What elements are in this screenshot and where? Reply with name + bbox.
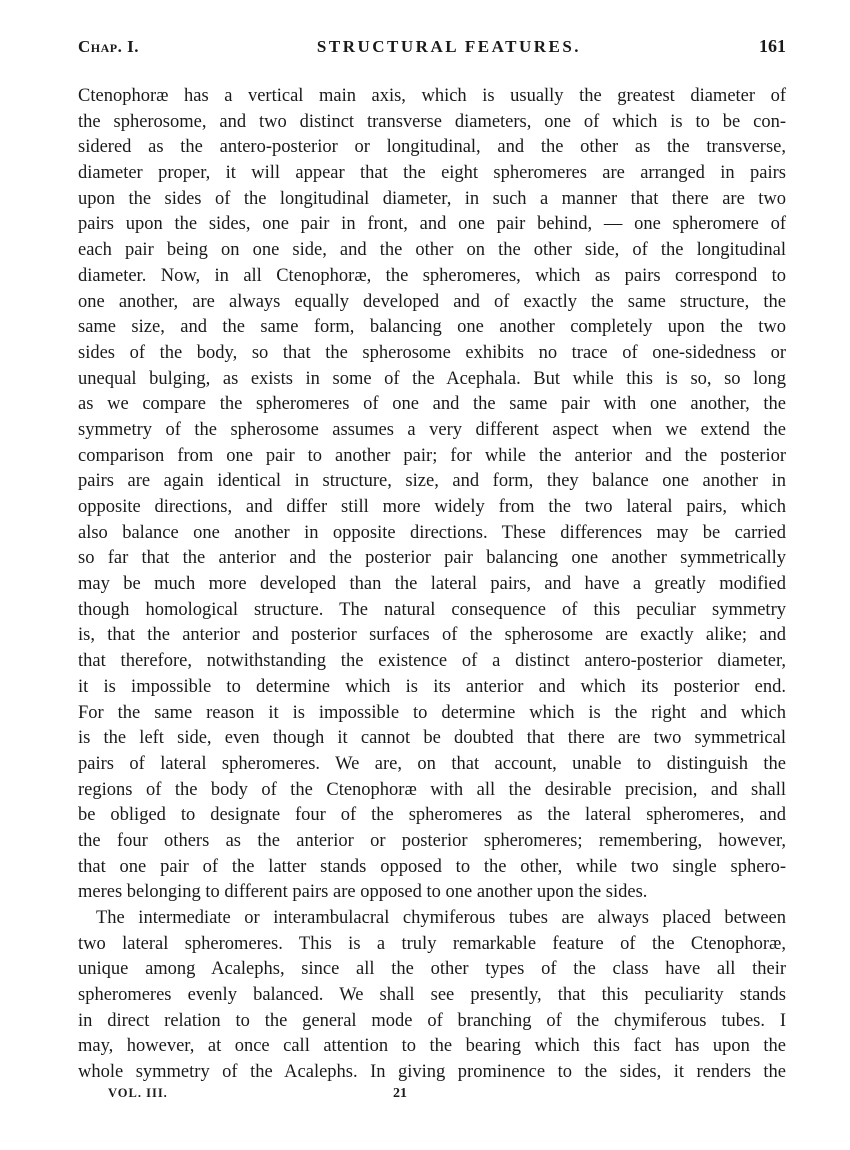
text-line: diameter proper, it will appear that the eight spheromeres are arranged in pairs: [78, 163, 786, 184]
text-line: spheromeres evenly balanced. We shall see presently, that this peculiarity stands: [78, 985, 786, 1006]
text-line: sidered as the antero-posterior or longitudinal, and the other as the transverse,: [78, 137, 786, 158]
text-line: unequal bulging, as exists in some of the Acephala. But while this is so, so long: [78, 368, 786, 389]
text-line: in direct relation to the general mode of branching of the chymiferous tubes. I: [78, 1010, 786, 1031]
body-text: [78, 84, 786, 1086]
text-line: the four others as the anterior or posterior spheromeres; remembering, however,: [78, 830, 786, 851]
text-line: as we compare the spheromeres of one and the same pair with one another, the: [78, 394, 786, 415]
text-line: meres belonging to different pairs are opposed to one another upon the sides.: [78, 882, 648, 903]
page-number: 161: [758, 36, 786, 56]
paragraph-2: [78, 906, 786, 1086]
chapter-label: Chap. I.: [78, 37, 139, 56]
text-line: upon the sides of the longitudinal diameter, in such a manner that there are two: [78, 188, 786, 209]
text-line: For the same reason it is impossible to determine which is the right and which: [78, 702, 786, 723]
text-line: opposite directions, and differ still more widely from the two lateral pairs, which: [78, 497, 786, 517]
paragraph-1: [78, 84, 786, 906]
running-head: [78, 36, 786, 66]
text-line: comparison from one pair to another pair; for while the anterior and the posterior: [78, 445, 786, 466]
text-line: may be much more developed than the lateral pairs, and have a greatly modified: [78, 574, 786, 595]
book-page: [78, 36, 786, 1086]
text-line: that therefore, notwithstanding the existence of a distinct antero-posterior diameter,: [78, 651, 786, 672]
text-line: be obliged to designate four of the spheromeres as the lateral spheromeres, and: [78, 805, 786, 826]
text-line: unique among Acalephs, since all the other types of the class have all their: [78, 959, 786, 980]
text-line: whole symmetry of the Acalephs. In giving prominence to the sides, it renders the: [78, 1062, 786, 1083]
text-line: one another, are always equally developed and of exactly the same structure, the: [78, 291, 786, 312]
text-line: it is impossible to determine which is its anterior and which its posterior end.: [78, 676, 786, 697]
text-line: pairs upon the sides, one pair in front, and one pair behind, — one spheromere of: [78, 214, 786, 235]
signature-mark: 21: [393, 1086, 407, 1101]
page-title: STRUCTURAL FEATURES.: [316, 37, 582, 56]
text-line: two lateral spheromeres. This is a truly remarkable feature of the Ctenophoræ,: [78, 933, 786, 954]
text-line: pairs of lateral spheromeres. We are, on that account, unable to distinguish the: [78, 753, 786, 774]
text-line: each pair being on one side, and the other on the other side, of the longitudinal: [78, 240, 786, 261]
text-line: is, that the anterior and posterior surfaces of the spherosome are exactly alike; and: [78, 625, 786, 646]
text-line: also balance one another in opposite directions. These differences may be carried: [78, 522, 786, 543]
text-line: the spherosome, and two distinct transverse diameters, one of which is to be con-: [78, 111, 786, 132]
text-line: Ctenophoræ has a vertical main axis, which is usually the greatest diameter of: [78, 86, 786, 106]
text-line: though homological structure. The natural consequence of this peculiar symmetry: [78, 599, 786, 620]
text-line: sides of the body, so that the spherosome exhibits no trace of one-sidedness or: [78, 342, 786, 363]
text-line: regions of the body of the Ctenophoræ with all the desirable precision, and shall: [78, 779, 786, 800]
text-line: is the left side, even though it cannot be doubted that there are two symmetrical: [78, 728, 786, 749]
volume-label: VOL. III.: [108, 1086, 168, 1100]
text-line: The intermediate or interambulacral chymiferous tubes are always placed between: [96, 908, 786, 928]
text-line: that one pair of the latter stands opposed to the other, while two single sphero-: [78, 856, 786, 877]
text-line: same size, and the same form, balancing one another completely upon the two: [78, 317, 786, 338]
text-line: diameter. Now, in all Ctenophoræ, the spheromeres, which as pairs correspond to: [78, 265, 786, 286]
text-line: may, however, at once call attention to the bearing which this fact has upon the: [78, 1036, 786, 1057]
text-line: pairs are again identical in structure, size, and form, they balance one another in: [78, 471, 786, 492]
text-line: so far that the anterior and the posterior pair balancing one another symmetrically: [78, 548, 786, 569]
text-line: symmetry of the spherosome assumes a very different aspect when we extend the: [78, 419, 786, 440]
